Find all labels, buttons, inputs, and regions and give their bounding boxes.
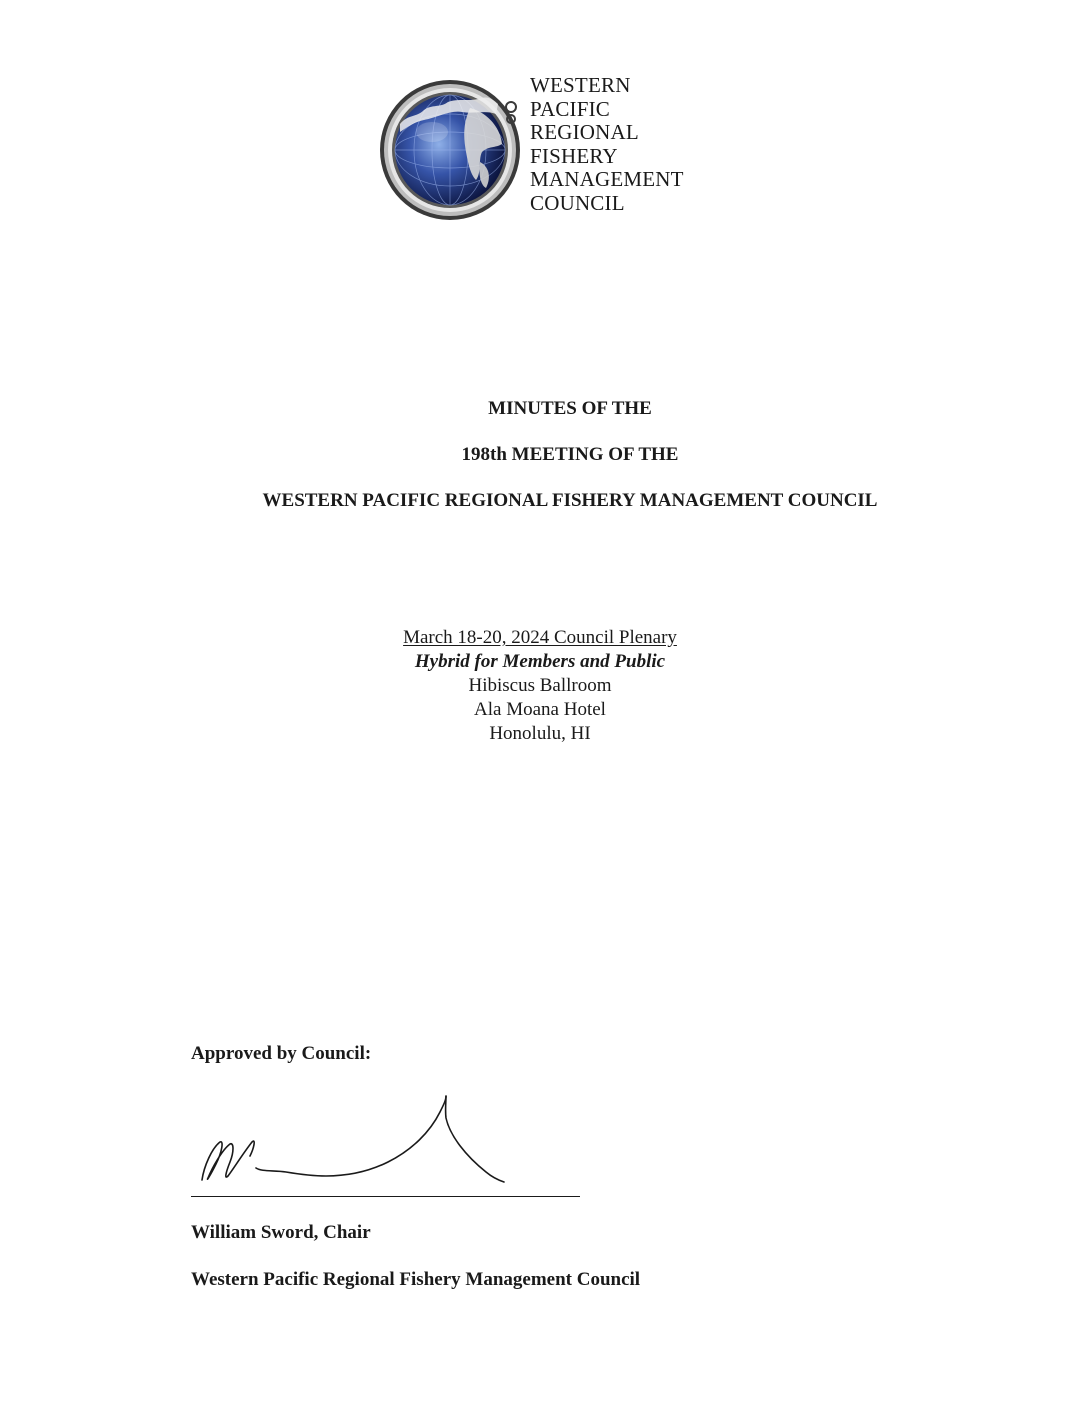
signer-name: William Sword, Chair: [191, 1222, 371, 1243]
title-line-3: WESTERN PACIFIC REGIONAL FISHERY MANAGEMENT COUNCIL: [262, 490, 878, 511]
logo-line: COUNCIL: [530, 190, 625, 215]
handwritten-signature: [190, 1092, 520, 1192]
meeting-details: [280, 626, 800, 746]
logo-wordmark: [530, 74, 720, 215]
logo-line: REGIONAL: [530, 120, 639, 144]
title-line-2: 198th MEETING OF THE: [461, 444, 679, 465]
logo-line: PACIFIC: [530, 96, 610, 121]
approved-label: Approved by Council:: [191, 1043, 372, 1064]
meeting-city: Honolulu, HI: [489, 723, 591, 744]
meeting-venue: Ala Moana Hotel: [474, 699, 606, 720]
globe-emblem-icon: [378, 74, 528, 224]
council-logo: [378, 74, 718, 224]
logo-line: FISHERY: [530, 143, 618, 168]
meeting-room: Hibiscus Ballroom: [468, 675, 612, 696]
meeting-dates: March 18-20, 2024 Council Plenary: [403, 627, 677, 648]
logo-line: MANAGEMENT: [530, 167, 684, 191]
signature-line: [191, 1196, 580, 1197]
signer-organization: Western Pacific Regional Fishery Management Council: [191, 1269, 641, 1290]
title-line-1: MINUTES OF THE: [488, 398, 652, 419]
logo-line: WESTERN: [530, 73, 631, 97]
meeting-format: Hybrid for Members and Public: [414, 651, 666, 672]
